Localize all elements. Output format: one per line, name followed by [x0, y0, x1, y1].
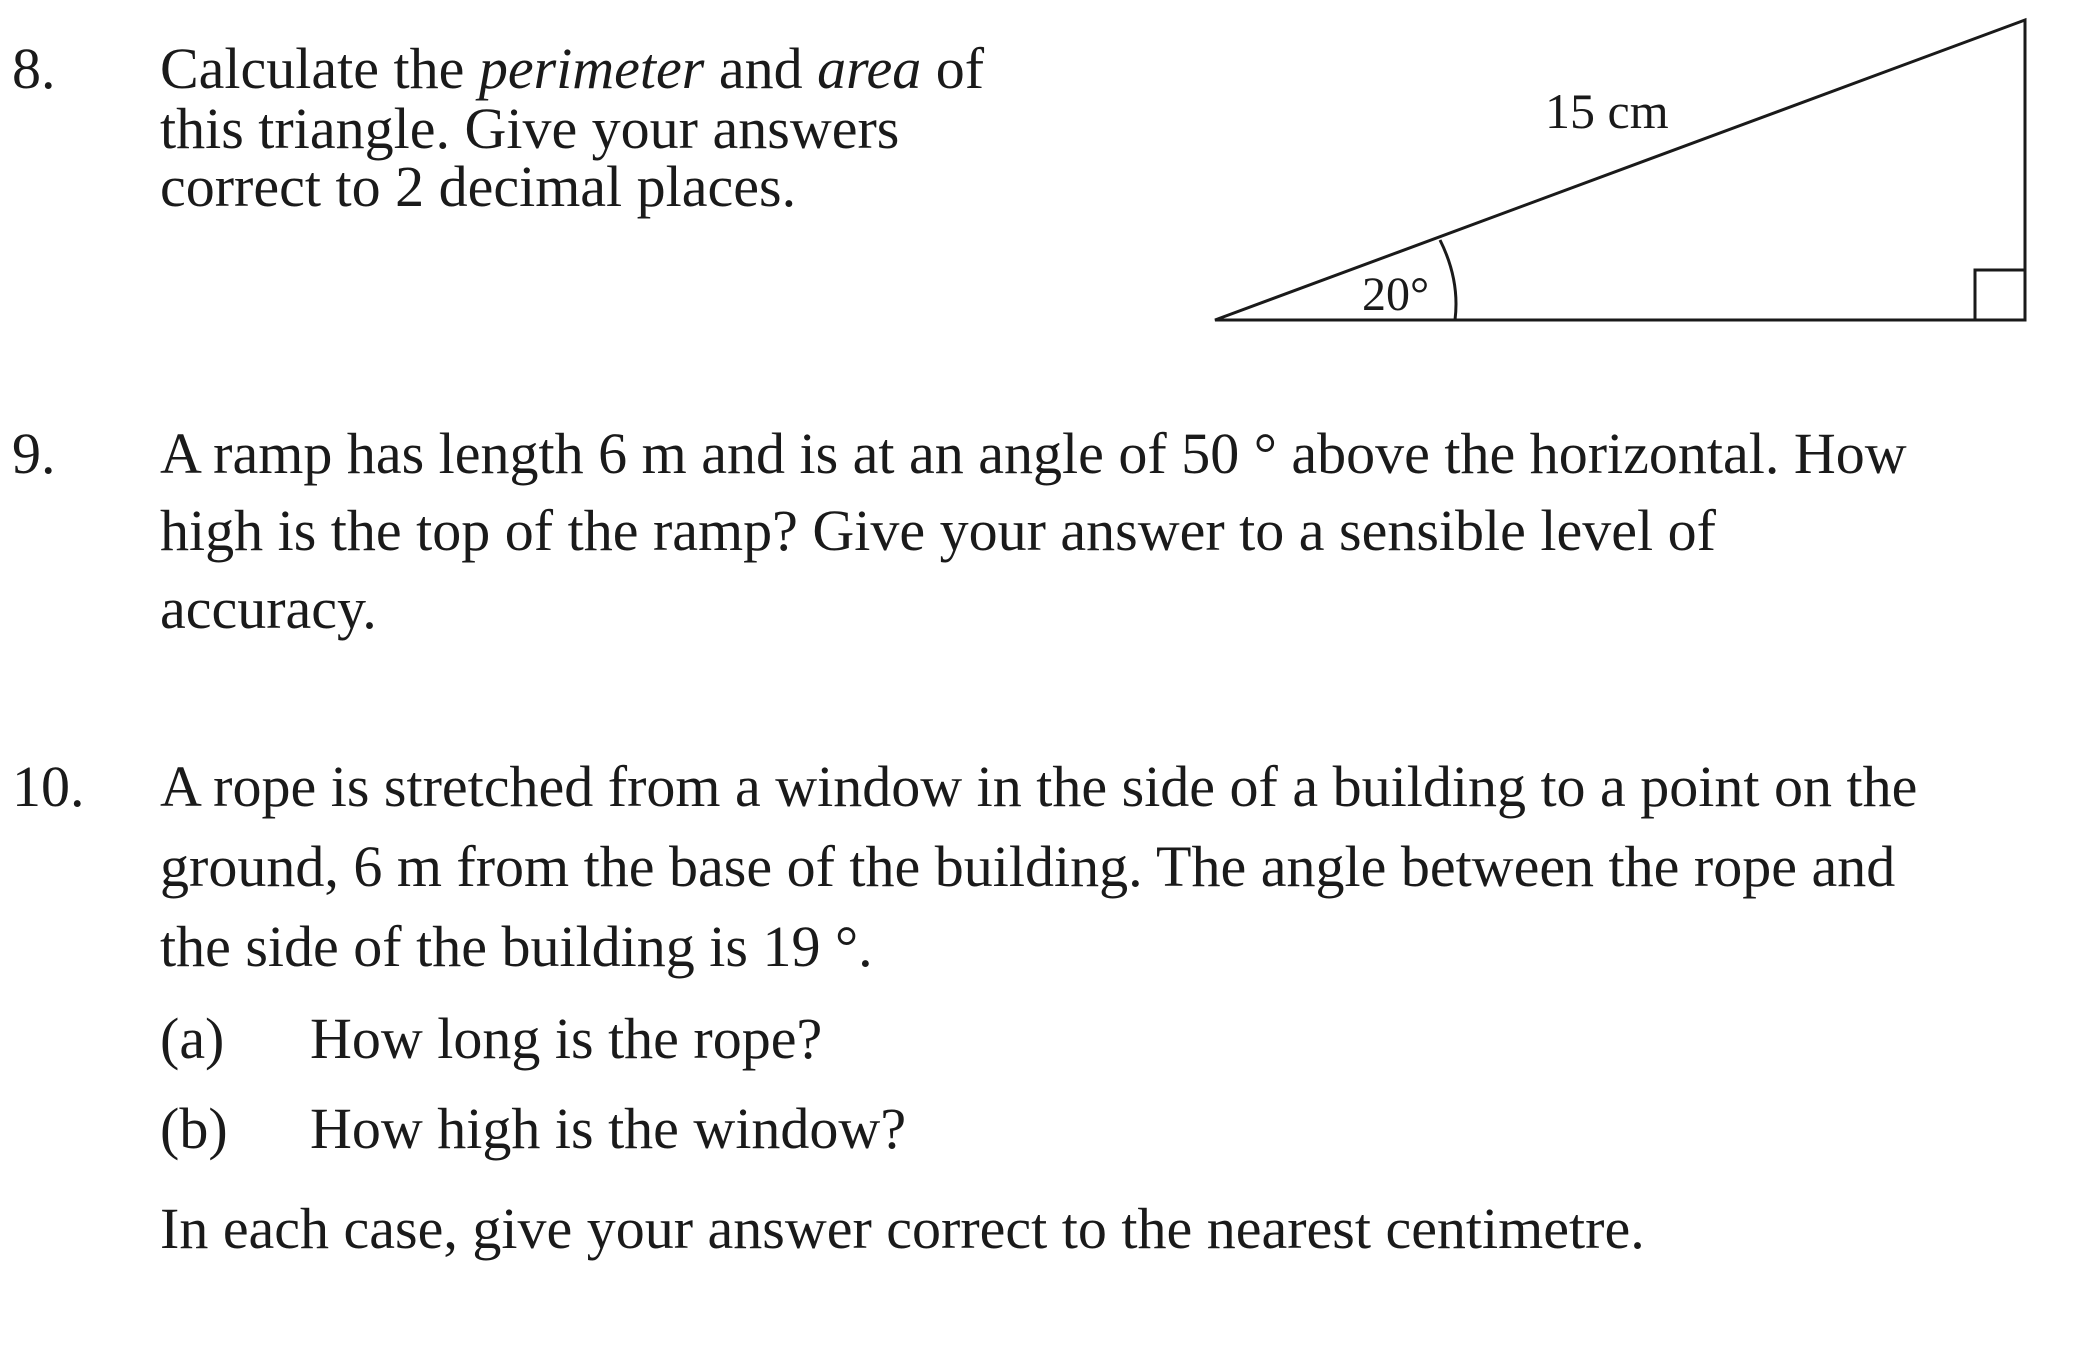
subpart-label: (a)	[160, 1006, 225, 1071]
angle-label: 20°	[1362, 268, 1430, 321]
question-text-line: correct to 2 decimal places.	[160, 154, 797, 219]
subpart-text: How high is the window?	[310, 1096, 907, 1161]
text-segment-italic: area	[817, 36, 922, 101]
angle-arc	[1440, 240, 1456, 320]
text-segment-italic: perimeter	[478, 36, 705, 101]
question-number: 8.	[12, 36, 56, 101]
question-number: 10.	[12, 754, 85, 819]
right-triangle-diagram	[1200, 0, 2080, 340]
right-angle-marker	[1975, 270, 2025, 320]
question-text-line: A ramp has length 6 m and is at an angle of 50 ° above the horizontal. How	[160, 421, 1907, 486]
question-text-line	[160, 36, 985, 101]
question-text-line: ground, 6 m from the base of the building. The angle between the rope and	[160, 834, 1896, 899]
question-text-line: the side of the building is 19 °.	[160, 914, 873, 979]
subpart-text: How long is the rope?	[310, 1006, 823, 1071]
subpart-label: (b)	[160, 1096, 228, 1161]
text-segment: of	[921, 36, 985, 101]
text-segment: and	[704, 36, 818, 101]
question-text-line: this triangle. Give your answers	[160, 96, 900, 161]
hypotenuse-label: 15 cm	[1545, 83, 1669, 139]
question-text-line: accuracy.	[160, 576, 377, 641]
question-text-line: A rope is stretched from a window in the side of a building to a point on the	[160, 754, 1918, 819]
question-footer: In each case, give your answer correct to the nearest centimetre.	[160, 1196, 1645, 1261]
text-segment: Calculate the	[160, 36, 479, 101]
question-text-line: high is the top of the ramp? Give your answer to a sensible level of	[160, 498, 1716, 563]
question-number: 9.	[12, 421, 56, 486]
triangle-outline	[1215, 20, 2025, 320]
